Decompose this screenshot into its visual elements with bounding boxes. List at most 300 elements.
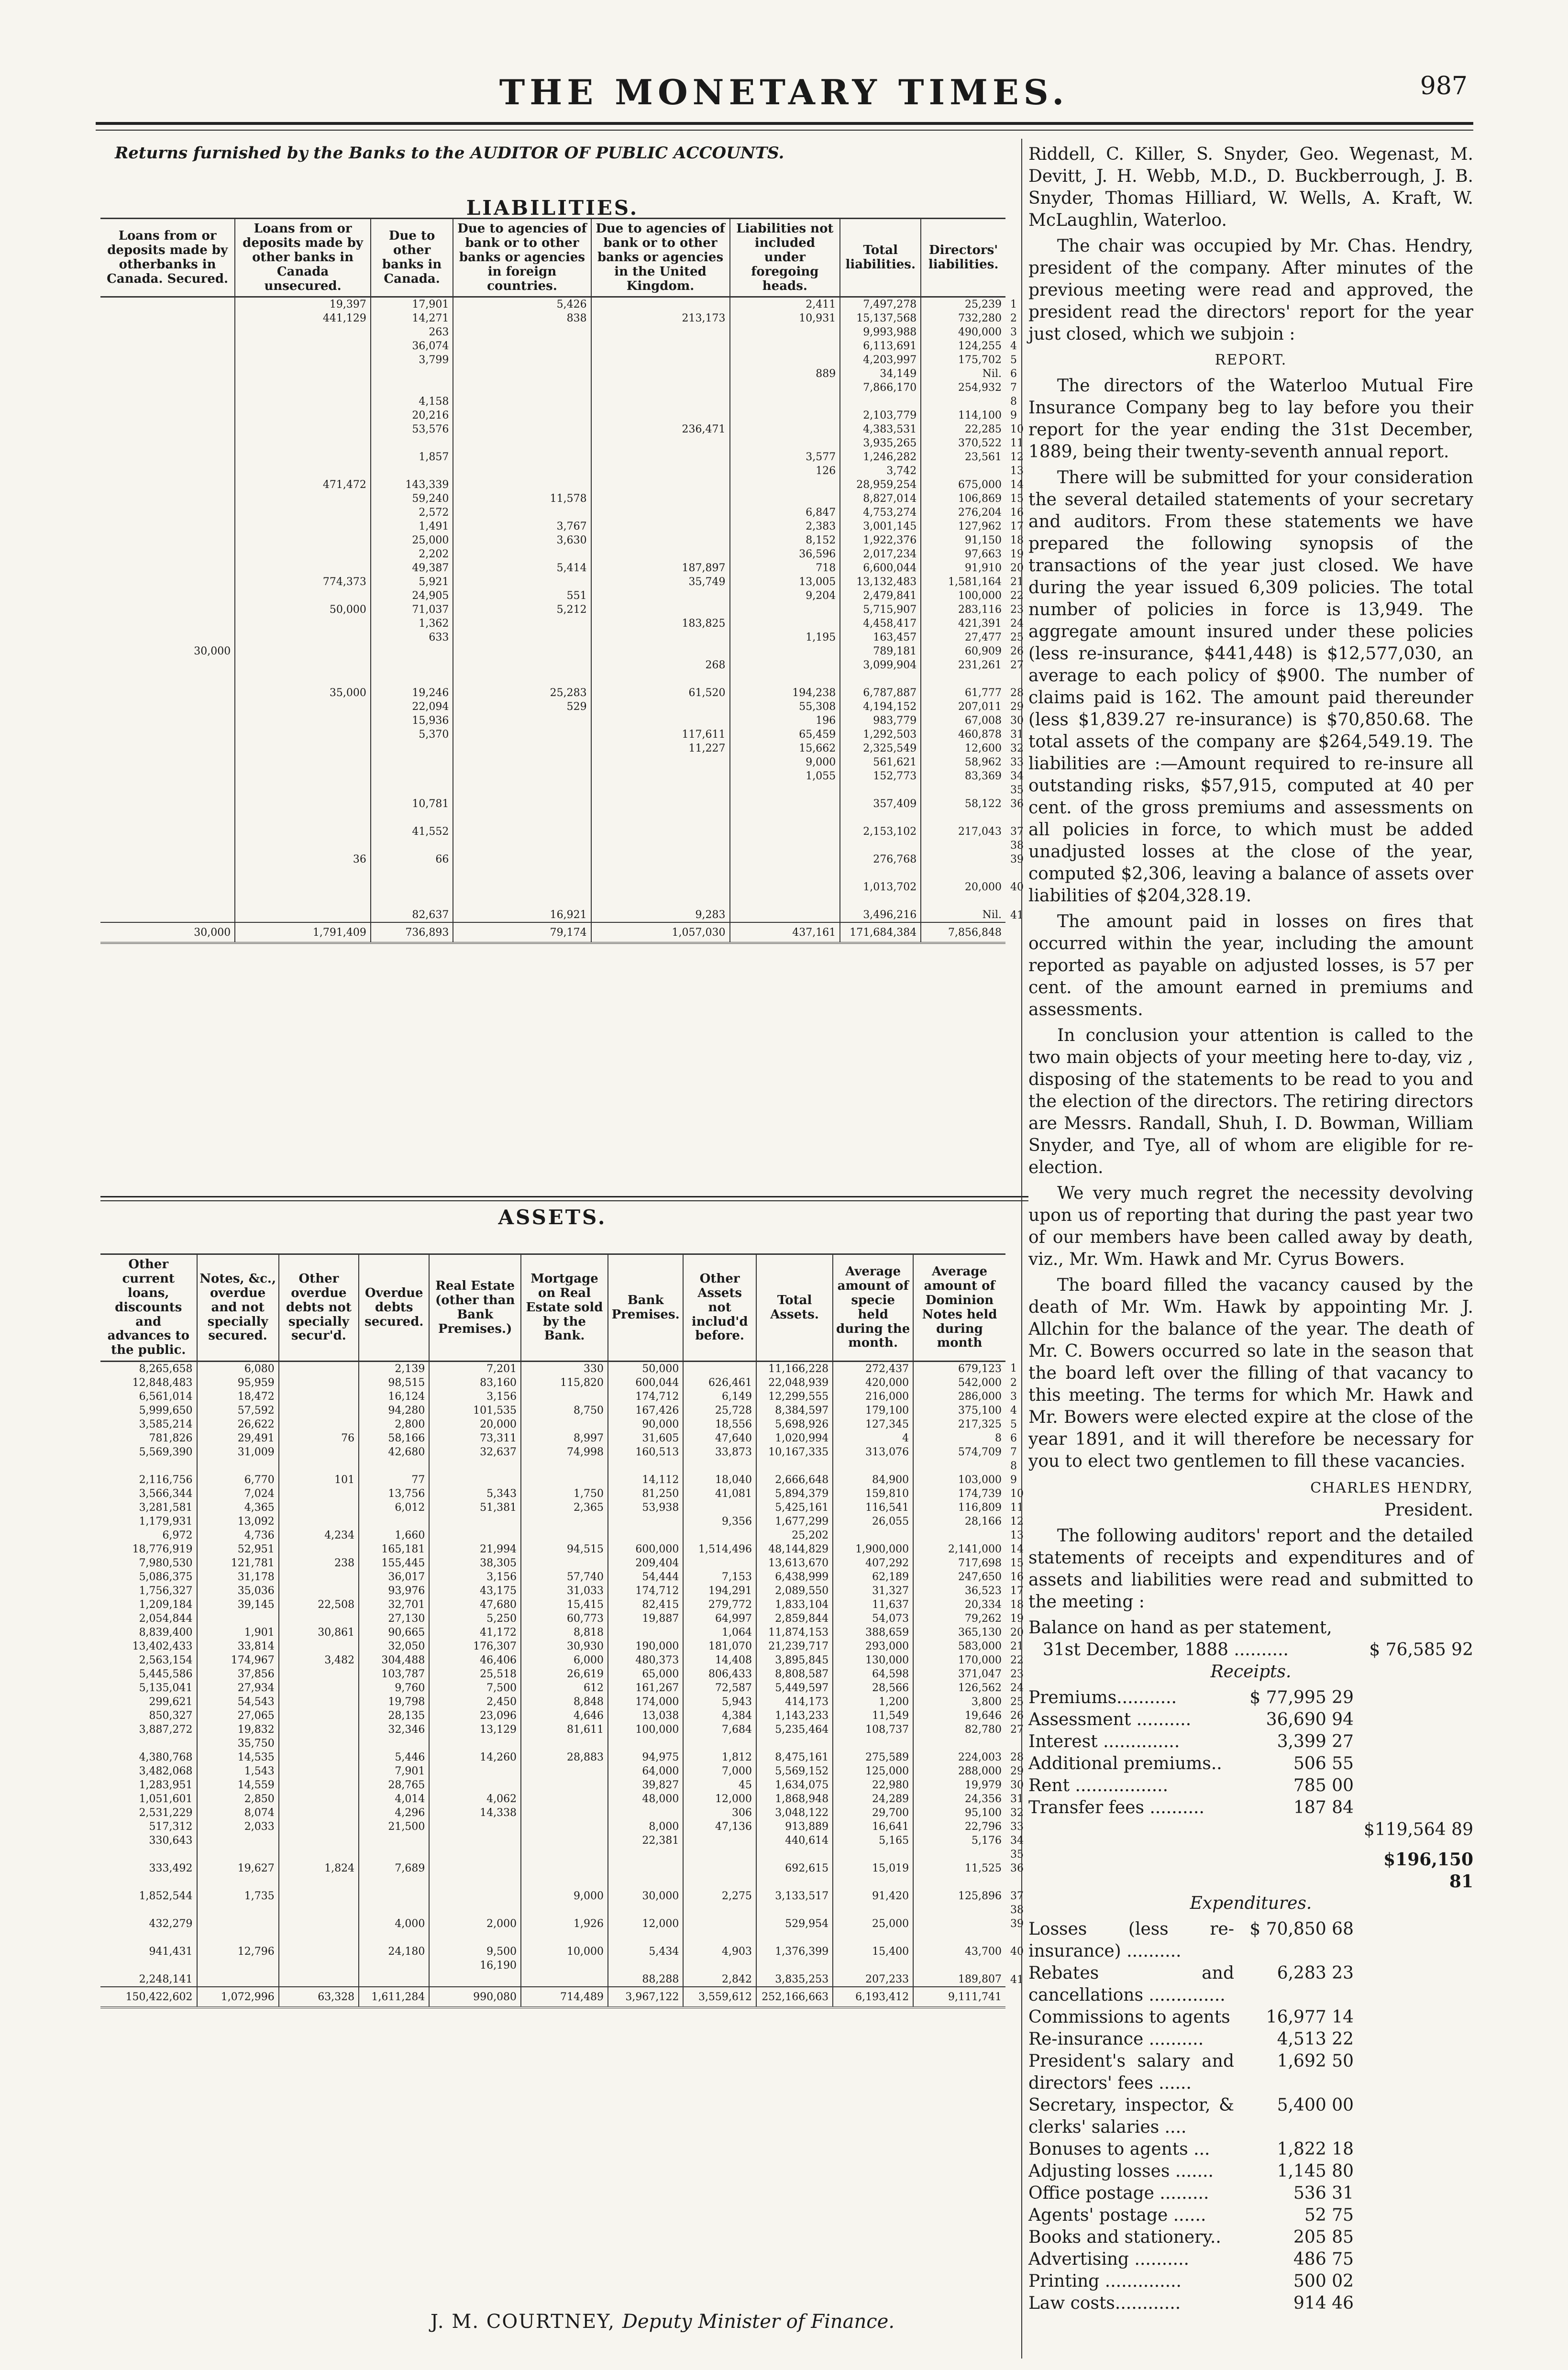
liabilities-cell [591, 464, 730, 478]
assets-cell [521, 1848, 608, 1861]
report-paragraph: There will be submitted for your consideration the several detailed statements of your secretary and auditors. From these statements we have prepared the following synopsis of the transactions of the year just closed. We have during the year issued 6,309 policies. The total number of policies in force is 13,949. The aggregate amount insured under these policies (less re-insurance, $441,448) is $12,577,030, an average to each policy of $900. The number of claims paid is 162. The amount paid thereunder (less $1,839.27 re-insurance) is $70,850.68. The total assets of the company are $264,549.19. The liabilities are :—Amount required to re-insure all outstanding risks, $57,915, computed at 40 per cent. of the gross premiums and assessments on all policies in force, to which must be added unadjusted losses at the close of the year, computed $2,306, leaving a balance of assets over liabilities of $204,328.19. [1028, 468, 1473, 906]
assets-cell: 19,627 [197, 1861, 279, 1875]
liabilities-cell: 23,561 [921, 450, 1005, 464]
assets-cell: 1,926 [521, 1917, 608, 1931]
liabilities-cell [100, 464, 235, 478]
assets-column-header: Real Estate (other than Bank Premises.) [429, 1254, 521, 1362]
signature-name: J. M. COURTNEY, [431, 2311, 616, 2333]
assets-cell [279, 1723, 359, 1737]
liabilities-cell [591, 353, 730, 367]
assets-cell [279, 1501, 359, 1515]
assets-row-number [1005, 1737, 1028, 1750]
assets-row [100, 1723, 1028, 1737]
liabilities-cell [371, 894, 453, 908]
liabilities-cell [100, 381, 235, 395]
liabilities-cell [840, 866, 921, 880]
assets-cell: 11,525 [913, 1861, 1005, 1875]
liabilities-cell [100, 561, 235, 575]
assets-row [100, 1390, 1028, 1404]
liabilities-cell [100, 755, 235, 769]
liabilities-cell: Nil. [921, 367, 1005, 381]
assets-cell: 5,176 [913, 1834, 1005, 1848]
expenditure-line [1028, 2050, 1473, 2094]
assets-cell: 12,796 [197, 1945, 279, 1959]
assets-cell: 1,750 [521, 1487, 608, 1501]
assets-cell: 542,000 [913, 1376, 1005, 1390]
assets-cell: 371,047 [913, 1667, 1005, 1681]
report-heading: REPORT. [1215, 352, 1287, 368]
liabilities-row [100, 644, 1028, 658]
assets-cell [683, 1528, 756, 1542]
assets-cell [279, 1515, 359, 1528]
assets-cell: 207,233 [833, 1972, 913, 1987]
assets-cell [683, 1917, 756, 1931]
assets-cell: 2,842 [683, 1972, 756, 1987]
liabilities-cell: 30,000 [194, 645, 231, 658]
liabilities-cell: 774,373 [235, 575, 371, 589]
assets-cell: 1,543 [197, 1764, 279, 1778]
liabilities-cell [730, 797, 840, 811]
assets-row-number: 37 [1010, 1890, 1024, 1903]
liabilities-body [100, 297, 1028, 943]
assets-cell: 31,605 [608, 1431, 683, 1445]
assets-cell [756, 1959, 833, 1972]
liabilities-cell: 41,552 [371, 825, 453, 839]
assets-cell [521, 1515, 608, 1528]
assets-cell: 174,967 [197, 1653, 279, 1667]
assets-row-number: 24 [1010, 1682, 1024, 1694]
assets-cell: 4,646 [521, 1709, 608, 1723]
liabilities-cell [591, 506, 730, 520]
liabilities-column-header: Due to agencies of bank or to other banks or agencies in foreign countries. [453, 219, 591, 297]
assets-cell: 5,343 [429, 1487, 521, 1501]
assets-cell: 275,589 [833, 1750, 913, 1764]
liabilities-cell [453, 617, 591, 631]
liabilities-cell [453, 769, 591, 783]
liabilities-cell [730, 422, 840, 436]
assets-cell: 174,712 [608, 1584, 683, 1598]
assets-cell: 72,587 [683, 1681, 756, 1695]
liabilities-cell [235, 464, 371, 478]
assets-cell: 94,975 [608, 1750, 683, 1764]
assets-cell [521, 1903, 608, 1917]
assets-cell: 47,680 [429, 1598, 521, 1612]
assets-cell: 7,684 [683, 1723, 756, 1737]
liabilities-total-cell: 1,057,030 [591, 922, 730, 943]
assets-row-number: 23 [1010, 1668, 1024, 1681]
liabilities-cell: 7,866,170 [840, 381, 921, 395]
assets-cell [279, 1834, 359, 1848]
liabilities-cell: 5,426 [453, 297, 591, 312]
assets-cell: 8,265,658 [139, 1363, 193, 1375]
assets-row [100, 1556, 1028, 1570]
assets-cell: 81,611 [521, 1723, 608, 1737]
assets-cell: 57,592 [197, 1404, 279, 1418]
liabilities-cell [730, 395, 840, 409]
assets-cell: 22,508 [279, 1598, 359, 1612]
liabilities-cell [730, 880, 840, 894]
assets-cell: 108,737 [833, 1723, 913, 1737]
expenditures-heading-text: Expenditures. [1190, 1894, 1312, 1913]
assets-cell: 7,201 [429, 1362, 521, 1376]
assets-cell: 190,000 [608, 1639, 683, 1653]
assets-cell: 2,248,141 [139, 1973, 193, 1986]
liabilities-cell [453, 742, 591, 755]
liabilities-cell [591, 839, 730, 853]
assets-cell [833, 1459, 913, 1473]
assets-row [100, 1667, 1028, 1681]
assets-total-cell [1005, 1987, 1028, 2007]
liabilities-cell: 61,520 [591, 686, 730, 700]
liabilities-row [100, 742, 1028, 755]
liabilities-row-number: 38 [1010, 840, 1024, 852]
assets-cell: 20,000 [429, 1418, 521, 1431]
liabilities-cell [100, 783, 235, 797]
liabilities-cell: 25,283 [453, 686, 591, 700]
liabilities-cell: 4,753,274 [840, 506, 921, 520]
assets-cell [833, 1959, 913, 1972]
liabilities-cell [100, 422, 235, 436]
assets-cell: 62,189 [833, 1570, 913, 1584]
assets-cell [521, 1556, 608, 1570]
assets-cell: 50,000 [608, 1362, 683, 1376]
liabilities-row [100, 575, 1028, 589]
assets-cell [197, 1917, 279, 1931]
assets-row [100, 1806, 1028, 1820]
assets-cell [100, 1459, 197, 1473]
liabilities-total-cell: 30,000 [100, 922, 235, 943]
assets-total-cell: 3,967,122 [608, 1987, 683, 2007]
assets-cell [608, 1875, 683, 1889]
assets-cell: 160,513 [608, 1445, 683, 1459]
assets-cell: 26,055 [833, 1515, 913, 1528]
assets-row [100, 1820, 1028, 1834]
assets-cell: 19,887 [608, 1612, 683, 1626]
assets-cell: 330,643 [149, 1835, 193, 1847]
liabilities-cell [100, 811, 235, 825]
assets-cell: 2,139 [359, 1362, 429, 1376]
assets-cell: 432,279 [149, 1918, 193, 1930]
assets-cell: 95,959 [197, 1376, 279, 1390]
receipt-label: Additional premiums.. [1028, 1754, 1222, 1773]
expenditures-heading [1028, 1893, 1473, 1915]
assets-cell [279, 1445, 359, 1459]
assets-cell [279, 1362, 359, 1376]
assets-cell [521, 1861, 608, 1875]
liabilities-cell [100, 311, 235, 325]
assets-cell [359, 1459, 429, 1473]
liabilities-row-number: 5 [1010, 354, 1017, 366]
assets-row [100, 1501, 1028, 1515]
liabilities-row [100, 436, 1028, 450]
assets-cell [197, 1848, 279, 1861]
assets-cell: 2,033 [197, 1820, 279, 1834]
assets-cell: 941,431 [149, 1946, 193, 1958]
assets-cell [833, 1903, 913, 1917]
assets-cell: 414,173 [756, 1695, 833, 1709]
liabilities-cell [235, 811, 371, 825]
expenditure-label: Rebates and cancellations .............. [1028, 1963, 1234, 2005]
liabilities-row-number: 19 [1010, 548, 1024, 561]
liabilities-cell [591, 853, 730, 866]
liabilities-row-number: 28 [1010, 687, 1024, 699]
liabilities-cell: 3,935,265 [840, 436, 921, 450]
assets-cell [913, 1903, 1005, 1917]
liabilities-row [100, 478, 1028, 492]
assets-cell: 365,130 [913, 1626, 1005, 1639]
liabilities-cell: 263 [371, 325, 453, 339]
liabilities-row-number: 30 [1010, 715, 1024, 727]
expenditure-label: Advertising .......... [1028, 2249, 1189, 2269]
attendee-list: Riddell, C. Killer, S. Snyder, Geo. Wegenast, M. Devitt, J. H. Webb, M.D., D. Buckberrough, J. B. Snyder, Thomas Hilliard, W. Wells, A. Kraft, W. McLaughlin, Waterloo. [1028, 144, 1473, 230]
assets-cell: 1,143,233 [756, 1709, 833, 1723]
assets-cell: 9,500 [429, 1945, 521, 1959]
assets-cell: 3,482 [279, 1653, 359, 1667]
liabilities-cell [100, 547, 235, 561]
expenditure-amount: 500 02 [1293, 2271, 1354, 2291]
liabilities-row-number-header [1005, 219, 1028, 297]
assets-row-number [1005, 1875, 1028, 1889]
liabilities-cell [591, 811, 730, 825]
assets-cell: 272,437 [833, 1362, 913, 1376]
receipt-label: Assessment .......... [1028, 1710, 1192, 1729]
assets-cell [279, 1917, 359, 1931]
assets-cell [279, 1750, 359, 1764]
assets-cell: 216,000 [833, 1390, 913, 1404]
assets-cell: 88,288 [608, 1972, 683, 1987]
liabilities-cell: 28,959,254 [840, 478, 921, 492]
assets-cell: 4,014 [359, 1792, 429, 1806]
assets-cell: 600,000 [608, 1542, 683, 1556]
assets-cell: 913,889 [756, 1820, 833, 1834]
assets-cell: 1,868,948 [756, 1792, 833, 1806]
assets-total-cell: 150,422,602 [100, 1987, 197, 2007]
assets-cell [521, 1820, 608, 1834]
assets-cell: 1,283,951 [139, 1779, 193, 1792]
liabilities-cell [453, 714, 591, 728]
assets-cell: 7,500 [429, 1681, 521, 1695]
liabilities-cell: 276,768 [840, 853, 921, 866]
liabilities-row-number: 17 [1010, 521, 1024, 533]
liabilities-cell: 4,383,531 [840, 422, 921, 436]
assets-cell [197, 1931, 279, 1945]
assets-cell: 330 [521, 1362, 608, 1376]
assets-cell [608, 1806, 683, 1820]
assets-cell: 74,998 [521, 1445, 608, 1459]
assets-cell [279, 1820, 359, 1834]
assets-row [100, 1972, 1028, 1987]
assets-cell: 7,901 [359, 1764, 429, 1778]
signature-line [431, 2311, 894, 2333]
liabilities-cell: 143,339 [371, 478, 453, 492]
assets-cell: 31,033 [521, 1584, 608, 1598]
assets-cell: 76 [279, 1431, 359, 1445]
assets-cell: 13,129 [429, 1723, 521, 1737]
liabilities-cell: 2,383 [730, 520, 840, 533]
assets-column-header: Total Assets. [756, 1254, 833, 1362]
assets-row [100, 1695, 1028, 1709]
liabilities-cell: 10,781 [371, 797, 453, 811]
liabilities-cell [453, 381, 591, 395]
liabilities-cell [100, 742, 235, 755]
assets-column-header: Average amount of Dominion Notes held during month [913, 1254, 1005, 1362]
assets-cell: 14,112 [608, 1473, 683, 1487]
liabilities-cell [591, 880, 730, 894]
assets-cell [279, 1404, 359, 1418]
liabilities-row-number: 40 [1010, 881, 1024, 894]
assets-cell [683, 1848, 756, 1861]
expenditure-amount: 205 85 [1293, 2227, 1354, 2247]
liabilities-cell [591, 297, 730, 312]
assets-cell: 4,234 [279, 1528, 359, 1542]
liabilities-cell: 36,074 [371, 339, 453, 353]
liabilities-row [100, 880, 1028, 894]
liabilities-cell [100, 367, 235, 381]
assets-cell: 14,408 [683, 1653, 756, 1667]
liabilities-cell: 1,195 [730, 631, 840, 644]
liabilities-row [100, 492, 1028, 506]
assets-cell [913, 1848, 1005, 1861]
assets-row-number: 35 [1010, 1849, 1024, 1861]
liabilities-cell [921, 395, 1005, 409]
liabilities-cell: 50,000 [235, 603, 371, 617]
assets-cell [429, 1889, 521, 1903]
liabilities-total-cell: 7,856,848 [921, 922, 1005, 943]
liabilities-cell [100, 880, 235, 894]
assets-row [100, 1570, 1028, 1584]
assets-row [100, 1709, 1028, 1723]
assets-row [100, 1459, 1028, 1473]
liabilities-cell [453, 755, 591, 769]
liabilities-row-number: 33 [1010, 756, 1024, 769]
liabilities-row [100, 908, 1028, 922]
liabilities-cell: 27,477 [921, 631, 1005, 644]
assets-heading: ASSETS. [498, 1206, 607, 1229]
assets-row [100, 1542, 1028, 1556]
assets-cell: 43,700 [913, 1945, 1005, 1959]
liabilities-row [100, 728, 1028, 742]
assets-cell: 4,000 [359, 1917, 429, 1931]
assets-row [100, 1418, 1028, 1431]
expenditure-label: Law costs............ [1028, 2293, 1181, 2313]
assets-cell: 612 [521, 1681, 608, 1695]
liabilities-cell: 17,901 [371, 297, 453, 312]
liabilities-row-number [1005, 811, 1028, 825]
liabilities-row [100, 589, 1028, 603]
assets-cell: 82,415 [608, 1598, 683, 1612]
assets-cell [359, 1931, 429, 1945]
assets-cell: 3,585,214 [139, 1418, 193, 1431]
assets-cell: 29,700 [833, 1806, 913, 1820]
assets-row-number: 33 [1010, 1821, 1024, 1833]
assets-cell [608, 1848, 683, 1861]
expenditure-amount: 6,283 23 [1277, 1963, 1354, 1983]
liabilities-cell: 889 [730, 367, 840, 381]
assets-cell: 4,365 [197, 1501, 279, 1515]
assets-cell [279, 1778, 359, 1792]
liabilities-totals-row [100, 922, 1028, 943]
liabilities-cell: 217,043 [921, 825, 1005, 839]
liabilities-cell [100, 825, 235, 839]
assets-cell: 2,450 [429, 1695, 521, 1709]
liabilities-cell: 82,637 [371, 908, 453, 922]
assets-cell: 28,566 [833, 1681, 913, 1695]
assets-cell [429, 1459, 521, 1473]
assets-cell: 3,800 [913, 1695, 1005, 1709]
liabilities-cell: 19,246 [371, 686, 453, 700]
assets-cell: 32,701 [359, 1598, 429, 1612]
liabilities-cell [371, 672, 453, 686]
liabilities-cell [235, 381, 371, 395]
liabilities-cell [235, 353, 371, 367]
assets-cell: 6,080 [197, 1362, 279, 1376]
assets-cell: 679,123 [913, 1362, 1005, 1376]
assets-cell: 8,000 [608, 1820, 683, 1834]
expenditure-label: Bonuses to agents ... [1028, 2139, 1210, 2159]
assets-cell [429, 1931, 521, 1945]
liabilities-cell: 100,000 [921, 589, 1005, 603]
assets-cell: 5,449,597 [756, 1681, 833, 1695]
liabilities-row-number: 23 [1010, 604, 1024, 616]
assets-cell: 9,000 [521, 1889, 608, 1903]
liabilities-cell: 633 [371, 631, 453, 644]
liabilities-cell: 6,847 [730, 506, 840, 520]
assets-cell: 806,433 [683, 1667, 756, 1681]
assets-cell [683, 1931, 756, 1945]
assets-cell [608, 1737, 683, 1750]
assets-cell [521, 1959, 608, 1972]
receipt-line [1028, 1797, 1473, 1819]
liabilities-cell [100, 853, 235, 866]
liabilities-cell: 675,000 [921, 478, 1005, 492]
assets-row [100, 1861, 1028, 1875]
assets-row-number: 28 [1010, 1751, 1024, 1764]
assets-cell: 333,492 [149, 1862, 193, 1875]
expenditure-line [1028, 2006, 1473, 2028]
liabilities-cell: 3,799 [371, 353, 453, 367]
assets-row-number: 20 [1010, 1627, 1024, 1639]
liabilities-cell [100, 866, 235, 880]
assets-cell [197, 1834, 279, 1848]
liabilities-cell [591, 547, 730, 561]
liabilities-cell [100, 686, 235, 700]
assets-cell [279, 1390, 359, 1404]
assets-cell: 53,938 [608, 1501, 683, 1515]
assets-cell: 21,994 [429, 1542, 521, 1556]
assets-cell [756, 1737, 833, 1750]
liabilities-cell [100, 533, 235, 547]
liabilities-cell [591, 589, 730, 603]
assets-row [100, 1639, 1028, 1653]
assets-cell: 4,296 [359, 1806, 429, 1820]
expenditure-label: Commissions to agents [1028, 2007, 1230, 2027]
liabilities-cell: 60,909 [921, 644, 1005, 658]
liabilities-cell [235, 422, 371, 436]
assets-cell: 1,756,327 [139, 1585, 193, 1597]
liabilities-cell [100, 297, 235, 312]
liabilities-cell [235, 367, 371, 381]
liabilities-row [100, 367, 1028, 381]
liabilities-cell: 13,132,483 [840, 575, 921, 589]
expenditure-amount: 5,400 00 [1277, 2095, 1354, 2115]
liabilities-cell: 91,150 [921, 533, 1005, 547]
liabilities-cell: 718 [730, 561, 840, 575]
balance-label: Balance on hand as per statement, [1028, 1618, 1332, 1638]
liabilities-cell [371, 381, 453, 395]
assets-cell [833, 1875, 913, 1889]
assets-cell: 90,000 [608, 1418, 683, 1431]
liabilities-row-number: 36 [1010, 798, 1024, 810]
